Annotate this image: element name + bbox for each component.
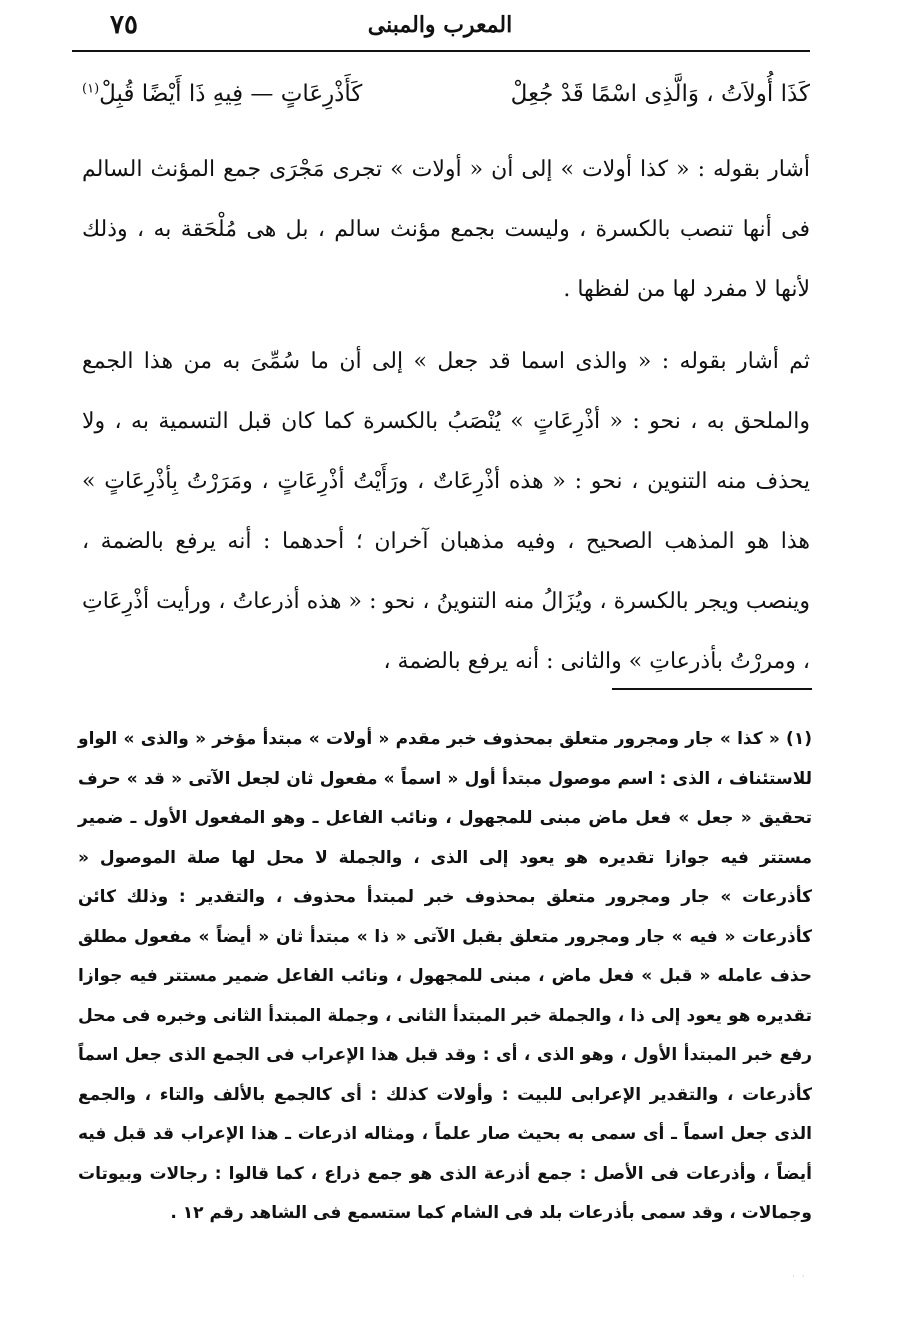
footnote	[78, 720, 812, 1234]
verse-hemistich-right: كَذَا أُولاَتُ ، وَالَّذِى اسْمًا قَدْ جُعِلْ	[510, 81, 810, 107]
header-divider	[72, 50, 810, 52]
body-text	[82, 140, 810, 704]
footnote-divider	[612, 688, 812, 690]
footnote-marker: (١)	[82, 81, 100, 97]
page-number: ٧٥	[110, 10, 138, 40]
verse-hemistich-left: كَأَذْرِعَاتٍ — فِيهِ ذَا أَيْضًا قُبِلْ$^{(١)}$	[82, 81, 363, 107]
verse-line	[82, 72, 810, 116]
paragraph: ثم أشار بقوله : « والذى اسما قد جعل » إلى أن ما سُمِّىَ به من هذا الجمع والملحق به ، نحو : « أذْرِعَاتٍ » يُنْصَبُ بالكسرة كما كان قبل التسمية به ، ولا يحذف منه التنوين ، نحو : « هذه أذْرِعَاتٌ ، ورَأَيْتُ أذْرِعَاتٍ ، ومَرَرْتُ بِأذْرِعَاتٍ » هذا هو المذهب الصحيح ، وفيه مذهبان آخران ؛ أحدهما : أنه يرفع بالضمة ، وينصب ويجر بالكسرة ، ويُزَالُ منه التنوينُ ، نحو : « هذه أذرعاتُ ، ورأيت أذْرِعَاتِ ، ومررْتُ بأذرعاتِ » والثانى : أنه يرفع بالضمة ،	[82, 349, 810, 674]
scan-smudge: · ·	[792, 1272, 807, 1282]
paragraph: أشار بقوله : « كذا أولات » إلى أن « أولات » تجرى مَجْرَى جمع المؤنث السالم فى أنها تنصب بالكسرة ، وليست بجمع مؤنث سالم ، بل هى مُلْحَقة به ، وذلك لأنها لا مفرد لها من لفظها .	[82, 157, 810, 302]
running-title: المعرب والمبنى	[367, 12, 513, 38]
page-header	[70, 8, 810, 48]
footnote-text: (١) « كذا » جار ومجرور متعلق بمحذوف خبر مقدم « أولات » مبتدأ مؤخر « والذى » الواو للاستئناف ، الذى : اسم موصول مبتدأ أول « اسماً » مفعول ثان لجعل الآتى « قد » حرف تحقيق « جعل » فعل ماض مبنى للمجهول ، ونائب الفاعل ـ وهو المفعول الأول ـ ضمير مستتر فيه جوازا تقديره هو يعود إلى الذى ، والجملة لا محل لها صلة الموصول « كأذرعات » جار ومجرور متعلق بمحذوف خبر لمبتدأ محذوف ، والتقدير : وذلك كائن كأذرعات « فيه » جار ومجرور متعلق بقبل الآتى « ذا » مبتدأ ثان « أيضاً » مفعول مطلق حذف عامله « قبل » فعل ماض ، مبنى للمجهول ، ونائب الفاعل ضمير مستتر فيه جوازا تقديره هو يعود إلى ذا ، والجملة خبر المبتدأ الثانى ، وجملة المبتدأ الثانى وخبره فى محل رفع خبر المبتدأ الأول ، وهو الذى ، أى : وقد قبل هذا الإعراب فى الجمع الذى جعل اسماً كأذرعات ، والتقدير الإعرابى للبيت : وأولات كذلك : أى كالجمع بالألف والتاء ، والجمع الذى جعل اسماً ـ أى سمى به بحيث صار علماً ، ومثاله اذرعات ـ هذا الإعراب قد قبل فيه أيضاً ، وأذرعات فى الأصل : جمع أذرعة الذى هو جمع ذراع ، كما قالوا : رجالات وبيوتات وجمالات ، وقد سمى بأذرعات بلد فى الشام كما ستسمع فى الشاهد رقم ١٢ .	[78, 729, 812, 1223]
